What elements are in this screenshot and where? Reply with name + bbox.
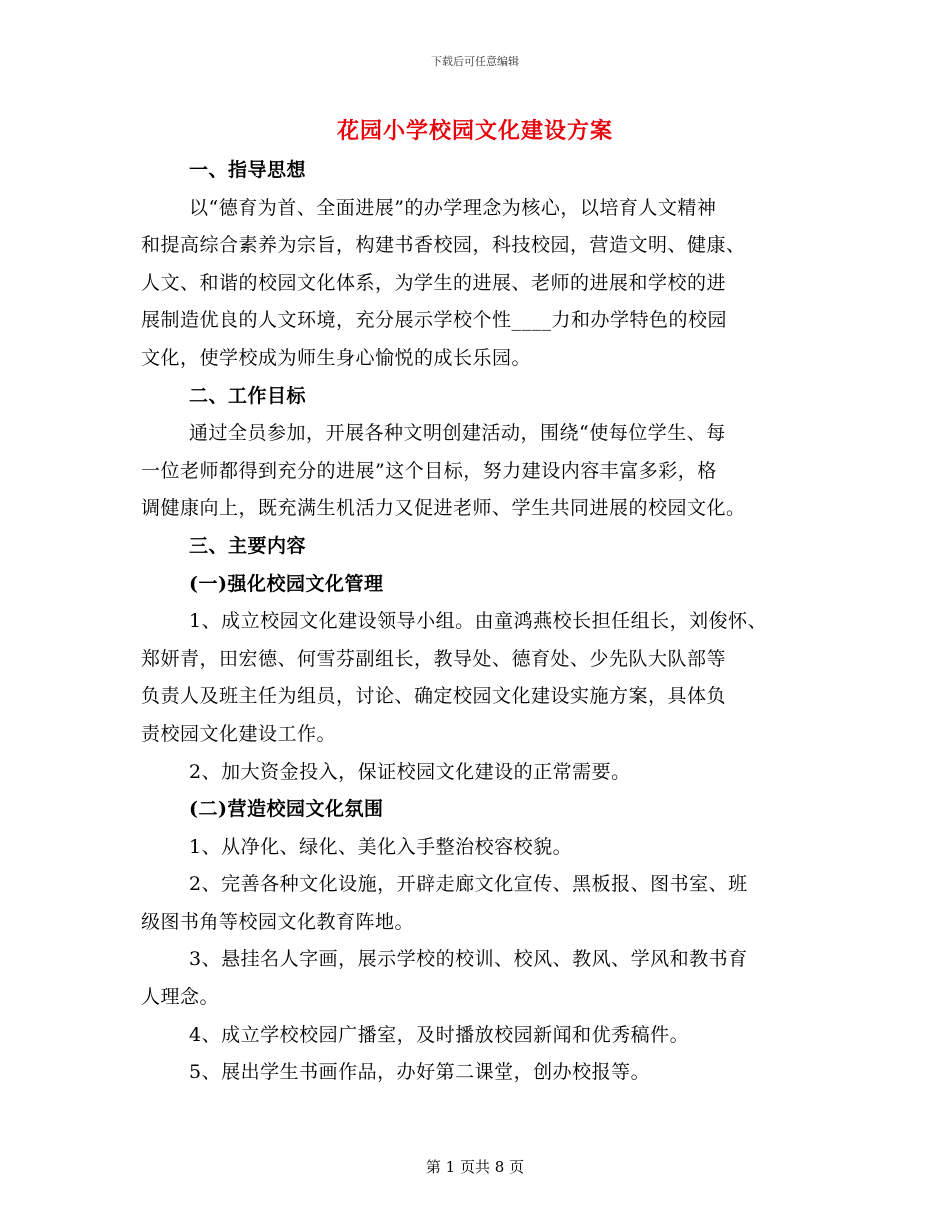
text-line: 级图书角等校园文化教育阵地。 [141,910,415,933]
text-line: 人理念。 [141,986,220,1009]
text-line: 一、指导思想 [189,159,307,181]
text-line: 4、成立学校校园广播室，及时播放校园新闻和优秀稿件。 [189,1023,690,1046]
page-footer: 第 1 页共 8 页 [425,1158,525,1176]
text-line: 郑妍青，田宏德、何雪芬副组长，教导处、德育处、少先队大队部等 [141,647,727,670]
text-line: 3、悬挂名人字画，展示学校的校训、校风、教风、学风和教书育 [189,948,748,971]
document-body [141,152,821,1092]
text-line: 2、完善各种文化设施，开辟走廊文化宣传、黑板报、图书室、班 [189,873,748,896]
text-line: 二、工作目标 [189,384,307,407]
text-line: 1、成立校园文化建设领导小组。由童鸿燕校长担任组长，刘俊怀、 [189,610,768,633]
text-line: 以“德育为首、全面进展”的办学理念为核心，以培育人文精神 [189,196,717,219]
text-line: 和提高综合素养为宗旨，构建书香校园，科技校园，营造文明、健康、 [141,234,746,257]
text-line: 一位老师都得到充分的进展”这个目标，努力建设内容丰富多彩，格 [141,459,717,482]
text-line: 2、加大资金投入，保证校园文化建设的正常需要。 [189,760,631,783]
text-line: 通过全员参加，开展各种文明创建活动，围绕“使每位学生、每 [189,422,726,445]
text-line: 展制造优良的人文环境，充分展示学校个性____力和办学特色的校园 [141,309,728,332]
text-line: 文化，使学校成为师生身心愉悦的成长乐园。 [141,346,532,369]
text-line: (二)营造校园文化氛围 [189,798,384,821]
text-line: 5、展出学生书画作品，办好第二课堂，创办校报等。 [189,1061,651,1084]
text-line: 负责人及班主任为组员，讨论、确定校园文化建设实施方案，具体负 [141,685,727,708]
text-line: 责校园文化建设工作。 [141,722,337,745]
document-title: 花园小学校园文化建设方案 [336,118,613,144]
page-header: 下载后可任意编辑 [431,55,519,68]
text-line: 三、主要内容 [189,534,307,557]
text-line: 人文、和谐的校园文化体系，为学生的进展、老师的进展和学校的进 [141,271,727,294]
text-line: 调健康向上，既充满生机活力又促进老师、学生共同进展的校园文化。 [141,497,746,520]
text-line: 1、从净化、绿化、美化入手整治校容校貌。 [189,835,573,858]
text-line: (一)强化校园文化管理 [189,572,384,595]
